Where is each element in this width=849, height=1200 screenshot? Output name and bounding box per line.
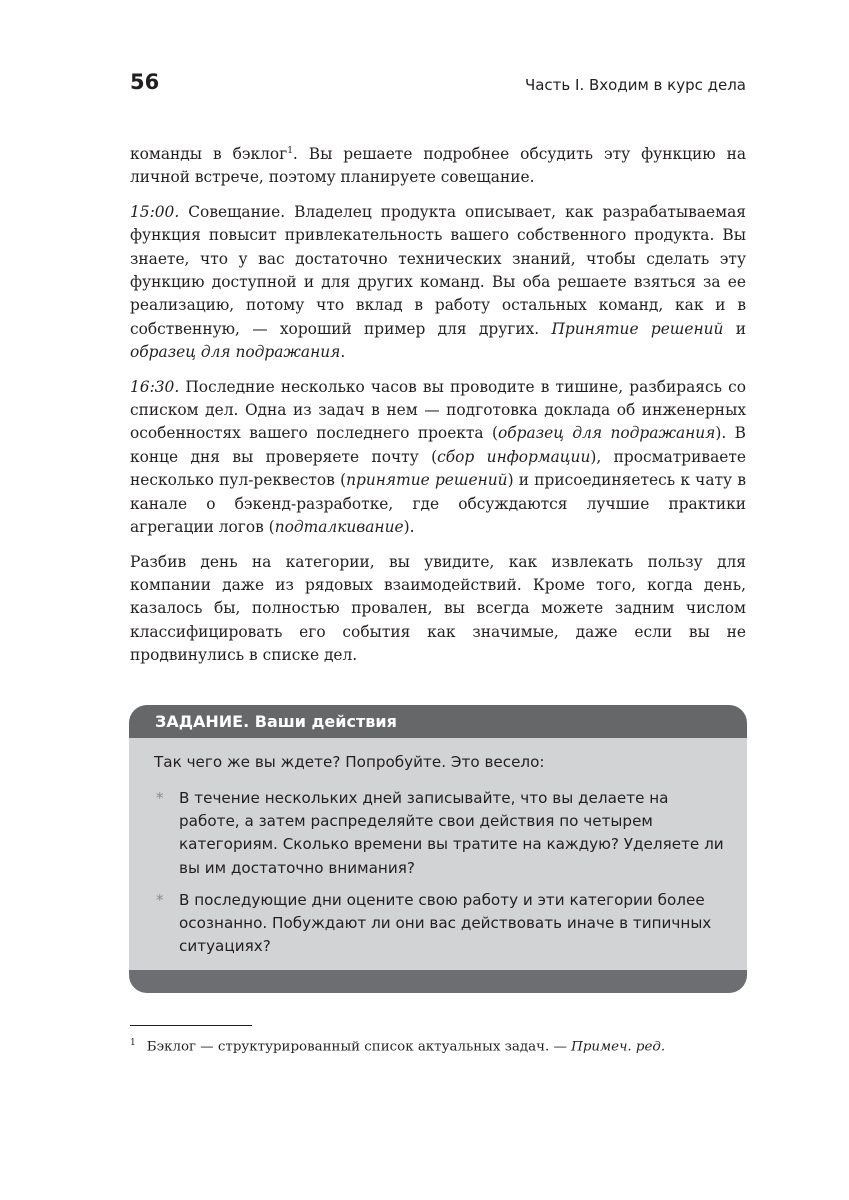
- task-box-intro: Так чего же вы ждете? Попробуйте. Это весело:: [154, 753, 545, 771]
- footnote: [130, 1033, 746, 1057]
- paragraph-4: Разбив день на категории, вы увидите, как извлекать пользу для компании даже из рядовых взаимодействий. Кроме того, когда день, казалось бы, полностью провален, вы всегда можете задним числом классифицировать его события как значимые, даже если вы не продвинулись в списке дел.: [130, 552, 746, 665]
- task-box-list: [154, 787, 724, 967]
- asterisk-bullet-icon: *: [156, 890, 164, 909]
- footnote-mark: 1: [130, 1038, 136, 1048]
- task-item: [154, 889, 724, 959]
- p2-time: 15:00.: [130, 202, 180, 221]
- p3-text-a: Последние несколько часов вы проводите в тишине, разбираясь со списком дел. Одна из задач в нем — подготовка доклада об инженерных особенностях вашего последнего проекта (: [130, 377, 746, 443]
- paragraph-1: [130, 143, 746, 190]
- p3-time: 16:30.: [130, 377, 180, 396]
- p3-text-c: ), просматриваете несколько пул-реквестов (: [130, 447, 746, 490]
- main-text: [130, 143, 746, 668]
- task-box: [129, 705, 747, 993]
- p3-text-b: ). В конце дня вы проверяете почту (: [130, 424, 746, 466]
- task-box-footer: [129, 970, 747, 993]
- p2-text-a: Совещание. Владелец продукта описывает, как разрабатываемая функция повысит привлекательность вашего собственного продукта. Вы знаете, что у вас достаточно технических знаний, чтобы сделать эту функцию доступной и для других команд. Вы оба решаете взяться за ее реализацию, потому что вклад в работу остальных команд, как и в собственную, — хороший пример для других.: [130, 202, 746, 338]
- p1-text-b: . Вы решаете подробнее обсудить эту функцию на личной встрече, поэтому планируете совещание.: [130, 145, 746, 187]
- asterisk-bullet-icon: *: [156, 789, 164, 807]
- p3-text-e: ).: [403, 518, 415, 537]
- p3-italic-4: подталкивание: [274, 518, 404, 537]
- p2-text-b: и: [723, 319, 747, 338]
- footnote-divider: [130, 1025, 252, 1026]
- footnote-text: Бэклог — структурированный список актуальных задач. —: [146, 1039, 572, 1055]
- p3-text-d: ) и присоединяетесь к чату в канале о бэкенд-разработке, где обсуждаются лучшие практики агрегации логов (: [130, 471, 746, 537]
- running-head: Часть I. Входим в курс дела: [524, 76, 746, 94]
- paragraph-3: [130, 376, 746, 540]
- task-box-title: ЗАДАНИЕ. Ваши действия: [129, 705, 747, 738]
- p3-italic-1: образец для подражания: [498, 424, 716, 443]
- page-number: 56: [130, 70, 160, 94]
- task-item-text: В последующие дни оцените свою работу и эти категории более осознанно. Побуждают ли они вас действовать иначе в типичных ситуациях?: [179, 890, 712, 956]
- paragraph-2: [130, 201, 746, 365]
- footnote-ref[interactable]: 1: [287, 145, 293, 156]
- p2-italic-1: Принятие решений: [551, 319, 724, 338]
- p3-italic-2: сбор информации: [437, 447, 591, 466]
- p3-italic-3: принятие решений: [346, 471, 508, 490]
- p2-text-c: .: [340, 343, 346, 362]
- footnote-editor-note: Примеч. ред.: [571, 1039, 666, 1055]
- task-item-text: В течение нескольких дней записывайте, что вы делаете на работе, а затем распределяйте свои действия по четырем категориям. Сколько времени вы тратите на каждую? Уделяете ли вы им достаточно внимания?: [179, 789, 724, 877]
- task-item: [154, 787, 724, 880]
- p1-text-a: команды в бэклог: [130, 145, 288, 163]
- p2-italic-2: образец для подражания: [130, 343, 341, 362]
